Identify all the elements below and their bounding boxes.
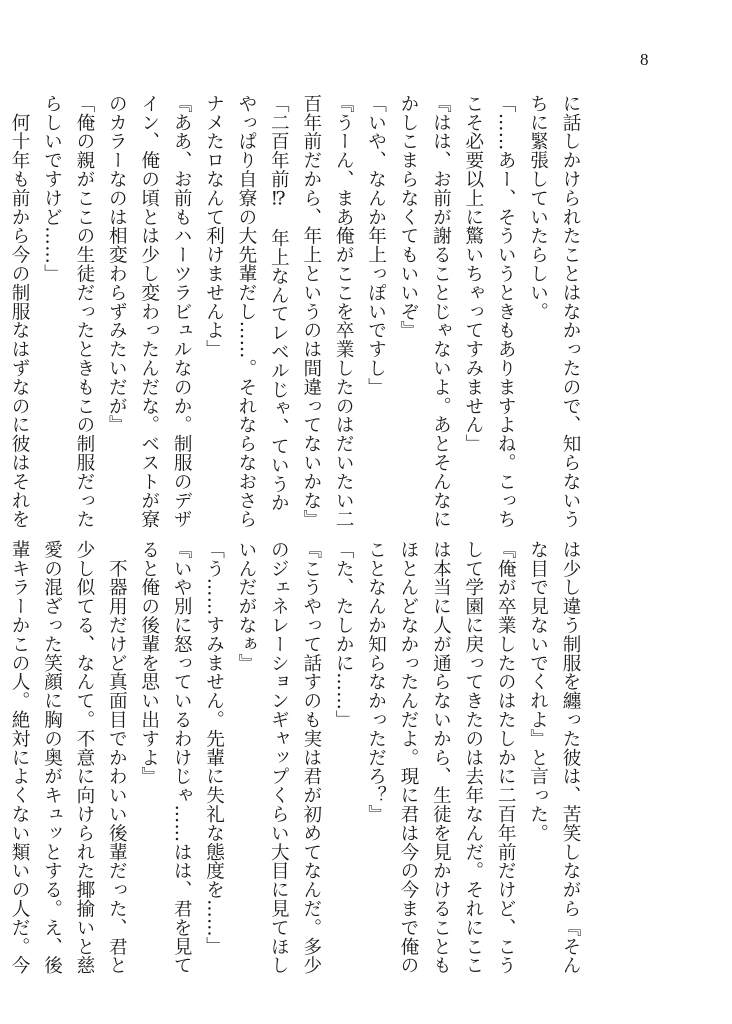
- text-line: に話しかけられたことはなかったので、知らないう: [560, 94, 581, 529]
- text-line: ナメたロなんて利けませんよ」: [203, 94, 225, 359]
- text-line: 「いや、なんか年上っぽいですし」: [365, 94, 387, 397]
- text-line: かしこまらなくてもいいぞ』: [397, 94, 419, 340]
- text-line: 輩キラーかこの人。絶対によくない類いの人だ。今: [9, 540, 31, 975]
- text-line: 「う……すみません。先輩に失礼な態度を……」: [203, 540, 225, 956]
- text-line: 『はは、お前が謝ることじゃないよ。あとそんなに: [430, 94, 452, 529]
- text-line: ちに緊張していたらしい。: [527, 94, 549, 321]
- text-line: 『こうやって話すのも実は君が初めてなんだ。多少: [300, 540, 322, 975]
- text-line: 「二百年前⁉ 年上なんてレベルじゃ、ていうか: [268, 94, 290, 513]
- text-line: 何十年も前から今の制服なはずなのに彼はそれを: [9, 94, 31, 529]
- text-line: イン、俺の頃とは少し変わったんだな。ベストが寮: [138, 94, 160, 529]
- text-line: ると俺の後輩を思い出すよ』: [138, 540, 160, 786]
- text-line: いんだがなぁ』: [235, 540, 257, 673]
- text-line: 『いや別に怒っているわけじゃ……はは、君を見て: [171, 540, 193, 975]
- text-line: 不器用だけど真面目でかわいい後輩だった、君と: [106, 540, 128, 975]
- text-line: [0, 94, 3, 506]
- text-line: 百年前だから、年上というのは間違ってないかな』: [300, 94, 322, 529]
- text-line: 少し似てる、なんて。不意に向けられた揶揄いと慈: [73, 540, 95, 975]
- text-line: ことなんか知らなかっただろ？』: [365, 540, 387, 824]
- text-block-top: [9, 94, 586, 529]
- text-line: は本当に人が通らないから、生徒を見かけることも: [430, 540, 452, 975]
- text-line: な目で見ないでくれよ』と言った。: [527, 540, 549, 843]
- text-line: して学園に戻ってきたのは去年なんだ。それにここ: [462, 540, 484, 975]
- text-line: 『ああ、お前もハーツラビュルなのか。制服のデザ: [171, 94, 193, 529]
- text-line: こそ必要以上に驚いちゃってすみません」: [462, 94, 484, 454]
- text-line: 『うーん、まあ俺がここを卒業したのはだいたい二: [333, 94, 355, 529]
- text-line: 「俺の親がここの生徒だったときもこの制服だった: [73, 94, 95, 529]
- text-line: 『俺が卒業したのはたしかに二百年前だけど、こう: [495, 540, 517, 975]
- text-line: [0, 540, 3, 952]
- text-line: やっぱり自寮の大先輩だし……。それならなおさら: [235, 94, 257, 529]
- text-line: 「……あー、そういうときもありますよね。こっち: [495, 94, 517, 529]
- text-block-bottom: [9, 540, 586, 975]
- text-line: は少し違う制服を纏った彼は、苦笑しながら『そん: [560, 540, 581, 975]
- text-line: 「た、たしかに……」: [333, 540, 355, 729]
- page-number: 8: [640, 50, 649, 69]
- text-line: のジェネレーションギャップくらい大目に見てほし: [268, 540, 290, 975]
- text-line: らしいですけど……」: [41, 94, 63, 283]
- text-line: のカラーなのは相変わらずみたいだが』: [106, 94, 128, 435]
- text-line: ほとんどなかったんだよ。現に君は今の今まで俺の: [397, 540, 419, 975]
- text-line: 愛の混ざった笑顔に胸の奥がキュッとする。え、後: [41, 540, 63, 975]
